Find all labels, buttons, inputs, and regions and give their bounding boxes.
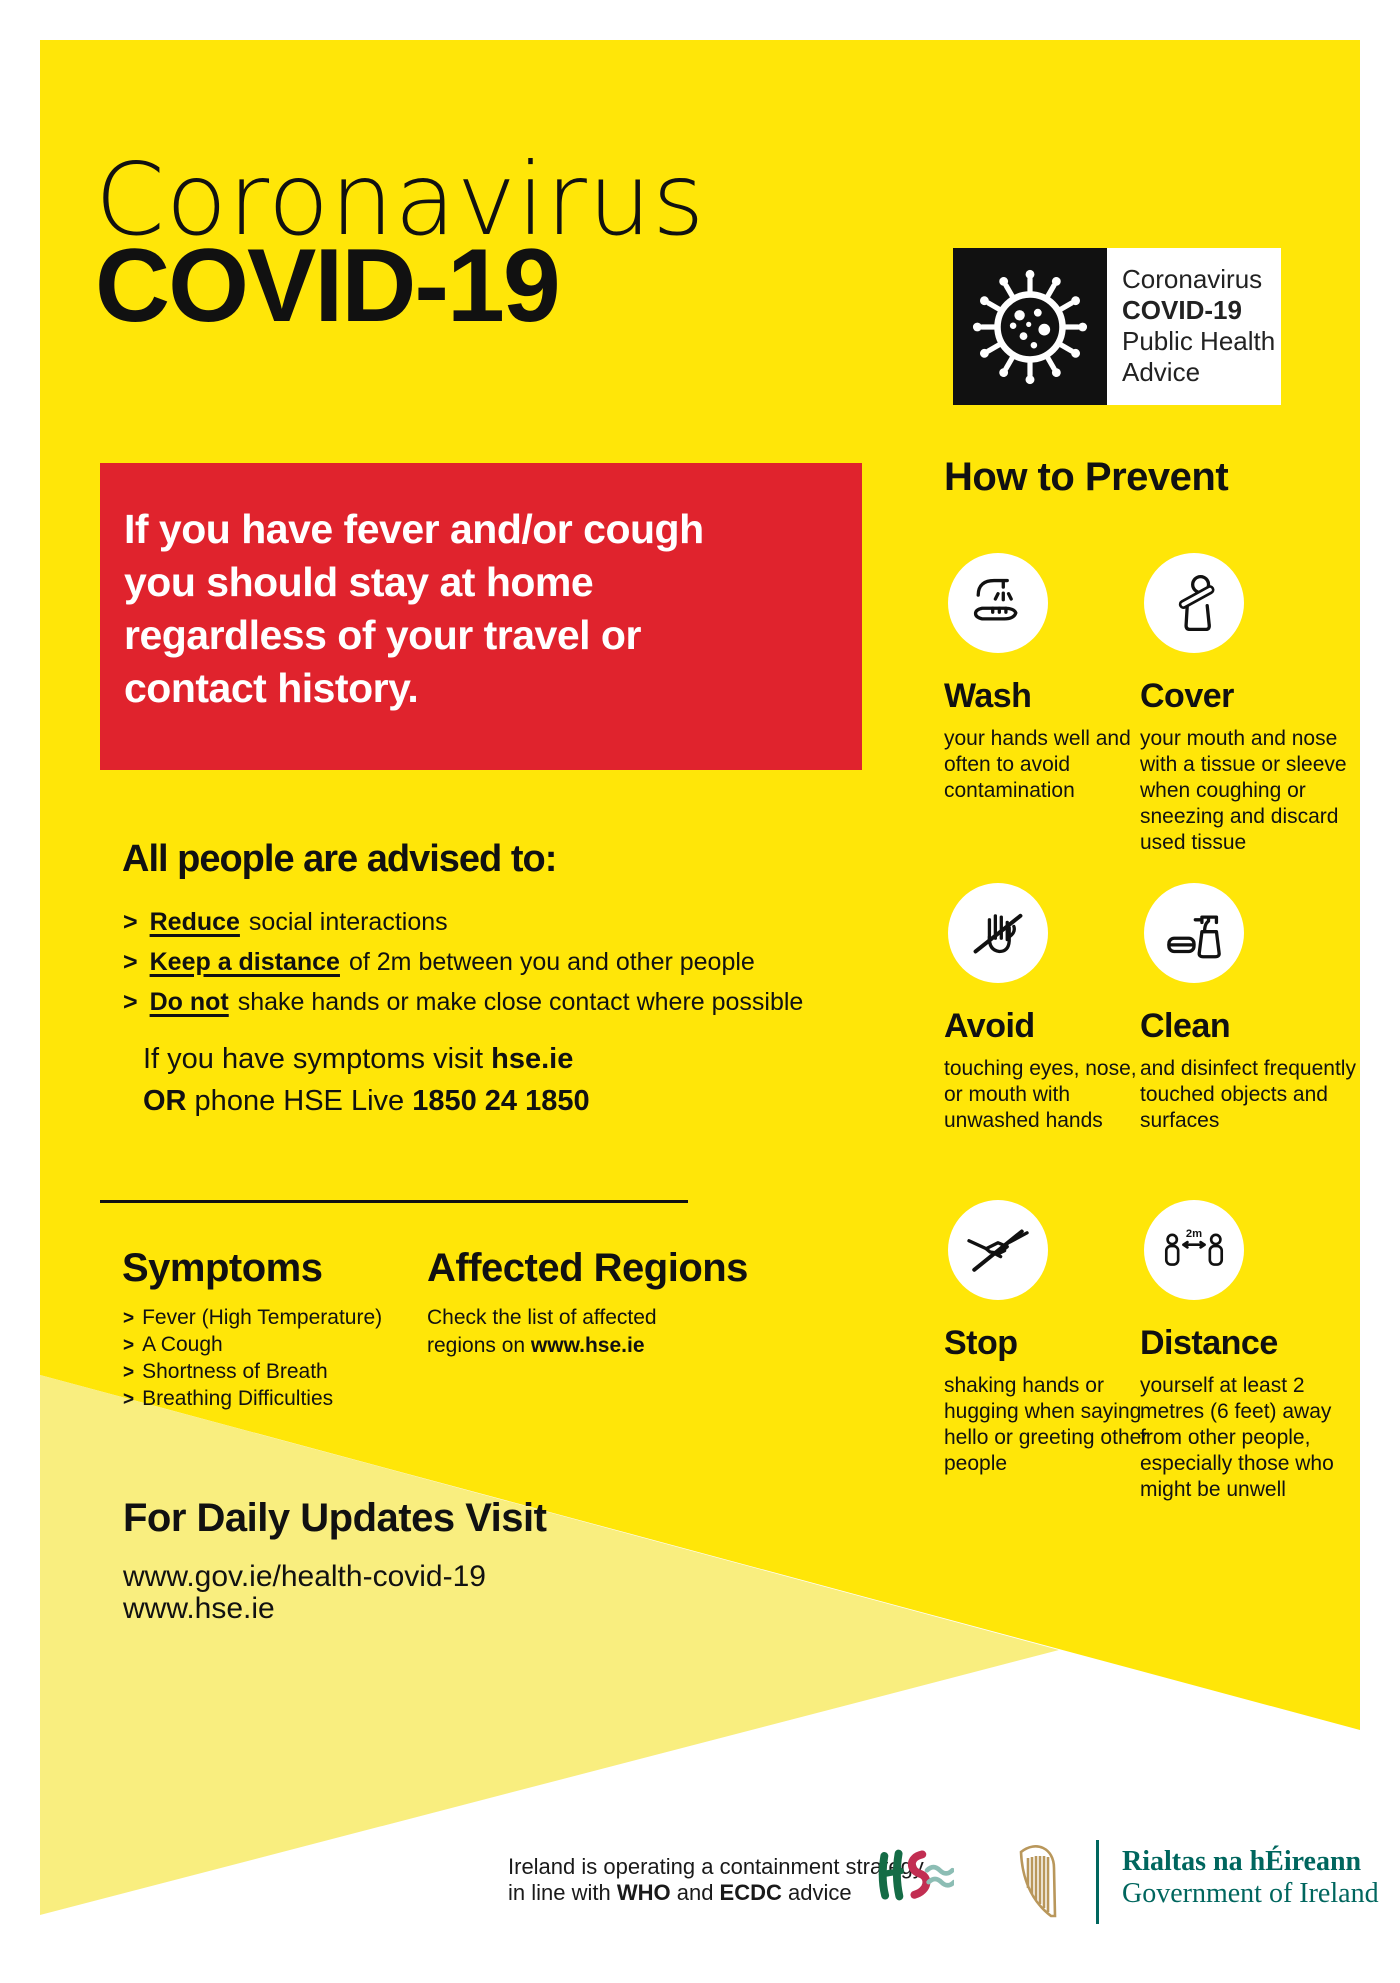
- coronavirus-icon: [953, 248, 1107, 405]
- strategy-text: in line with: [508, 1880, 617, 1905]
- poster-title-covid19: COVID-19: [95, 228, 559, 344]
- stay-home-alert-box: [100, 463, 862, 770]
- prevent-card-cover: [1140, 553, 1360, 856]
- badge-line3: Public Health: [1122, 326, 1276, 356]
- distance-2m-label: 2m: [1185, 1227, 1203, 1240]
- symptom-item: [123, 1331, 223, 1359]
- chevron-bullet-icon: >: [123, 1308, 135, 1329]
- prevent-label: Clean: [1140, 1007, 1231, 1045]
- chevron-bullet-icon: >: [123, 948, 138, 976]
- prevent-card-avoid: [944, 883, 1149, 1134]
- hse-ie-link-text: hse.ie: [491, 1043, 574, 1075]
- gov-ie-url: www.gov.ie/health-covid-19: [123, 1560, 486, 1593]
- advised-rest: of 2m between you and other people: [348, 948, 755, 976]
- symptom-text: Breathing Difficulties: [142, 1387, 334, 1410]
- ecdc-label: ECDC: [719, 1880, 782, 1905]
- prevent-card-distance: [1140, 1200, 1360, 1503]
- prevent-text: touching eyes, nose, or mouth with unwashed hands: [944, 1057, 1137, 1132]
- symptoms-visit-note: [143, 1041, 573, 1077]
- www-hse-ie-link-text: www.hse.ie: [530, 1334, 645, 1357]
- chevron-bullet-icon: >: [123, 988, 138, 1016]
- alert-line: regardless of your travel or: [124, 612, 641, 658]
- prevent-label: Cover: [1140, 677, 1234, 715]
- clean-disinfect-icon: [1144, 883, 1244, 983]
- prevent-text: and disinfect frequently touched objects and surfaces: [1140, 1057, 1356, 1132]
- harp-icon: [1014, 1842, 1060, 1927]
- prevent-text: yourself at least 2 metres (6 feet) away from other people, especially those who might be unwell: [1140, 1374, 1334, 1501]
- chevron-bullet-icon: >: [123, 908, 138, 936]
- advised-rest: social interactions: [248, 908, 448, 936]
- symptom-item: [123, 1304, 382, 1332]
- strategy-line1: Ireland is operating a containment strategy: [508, 1854, 924, 1879]
- note-or: OR: [143, 1085, 187, 1117]
- public-health-advice-badge: [953, 248, 1281, 405]
- symptom-text: A Cough: [142, 1333, 223, 1356]
- badge-line4: Advice: [1122, 357, 1201, 387]
- prevent-label: Avoid: [944, 1007, 1035, 1045]
- advised-item-reduce: [123, 906, 448, 939]
- avoid-touching-face-icon: [948, 883, 1048, 983]
- badge-text: [1107, 248, 1281, 405]
- advised-lead: Do not: [149, 988, 229, 1016]
- prevent-text: your mouth and nose with a tissue or sleeve when coughing or sneezing and discard used tissue: [1140, 727, 1347, 854]
- virus-glyph: [965, 262, 1095, 392]
- chevron-bullet-icon: >: [123, 1362, 135, 1383]
- advised-item-do-not: [123, 986, 803, 1019]
- symptom-item: [123, 1358, 328, 1386]
- distance-icon: [1144, 1200, 1244, 1300]
- advised-lead: Keep a distance: [149, 948, 340, 976]
- prevent-card-stop: [944, 1200, 1149, 1477]
- affected-regions-text-line2: [427, 1332, 645, 1360]
- poster-title-coronavirus: Coronavirus: [95, 141, 706, 258]
- hse-ie-url: www.hse.ie: [123, 1592, 275, 1625]
- prevent-text: your hands well and often to avoid contamination: [944, 727, 1131, 802]
- cover-mouth-icon: [1144, 553, 1244, 653]
- prevent-text: shaking hands or hugging when saying hello or greeting other people: [944, 1374, 1149, 1475]
- chevron-bullet-icon: >: [123, 1389, 135, 1410]
- daily-updates-heading: For Daily Updates Visit: [123, 1496, 547, 1540]
- wash-hands-icon: [948, 553, 1048, 653]
- strategy-text: advice: [781, 1880, 852, 1905]
- advised-item-distance: [123, 946, 755, 979]
- note-text: If you have symptoms visit: [143, 1043, 492, 1075]
- alert-line: If you have fever and/or cough: [124, 506, 704, 552]
- chevron-bullet-icon: >: [123, 1335, 135, 1356]
- hse-logo: [878, 1846, 954, 1909]
- symptoms-heading: Symptoms: [122, 1246, 323, 1290]
- badge-line1: Coronavirus: [1122, 264, 1263, 294]
- who-label: WHO: [616, 1880, 671, 1905]
- prevent-card-wash: [944, 553, 1149, 804]
- strategy-text: and: [670, 1880, 720, 1905]
- prevent-label: Stop: [944, 1324, 1018, 1362]
- prevent-label: Wash: [944, 677, 1032, 715]
- prevent-card-clean: [1140, 883, 1360, 1134]
- hse-live-phone-number: 1850 24 1850: [412, 1085, 590, 1117]
- phone-note: [143, 1083, 590, 1119]
- government-label: Government of Ireland: [1122, 1878, 1379, 1909]
- how-to-prevent-heading: How to Prevent: [944, 455, 1229, 499]
- stop-handshake-icon: [948, 1200, 1048, 1300]
- prevent-label: Distance: [1140, 1324, 1278, 1362]
- rialtas-label: Rialtas na hÉireann: [1122, 1846, 1362, 1877]
- government-of-ireland-wordmark: [1122, 1846, 1379, 1910]
- containment-strategy-note: [508, 1854, 924, 1906]
- symptom-item: [123, 1385, 333, 1413]
- symptom-text: Shortness of Breath: [142, 1360, 328, 1383]
- advised-heading: All people are advised to:: [122, 838, 557, 880]
- affected-text: regions on: [427, 1334, 531, 1357]
- advised-rest: shake hands or make close contact where possible: [237, 988, 804, 1016]
- alert-line: you should stay at home: [124, 559, 594, 605]
- advised-lead: Reduce: [149, 908, 240, 936]
- section-divider: [100, 1200, 688, 1203]
- government-logo-divider: [1096, 1840, 1099, 1924]
- note-text: phone HSE Live: [186, 1085, 413, 1117]
- symptom-text: Fever (High Temperature): [142, 1306, 383, 1329]
- strategy-line2: [508, 1880, 924, 1906]
- badge-line2: COVID-19: [1122, 295, 1242, 325]
- affected-regions-text-line1: Check the list of affected: [427, 1306, 657, 1329]
- alert-line: contact history.: [124, 665, 419, 711]
- affected-regions-heading: Affected Regions: [427, 1246, 748, 1290]
